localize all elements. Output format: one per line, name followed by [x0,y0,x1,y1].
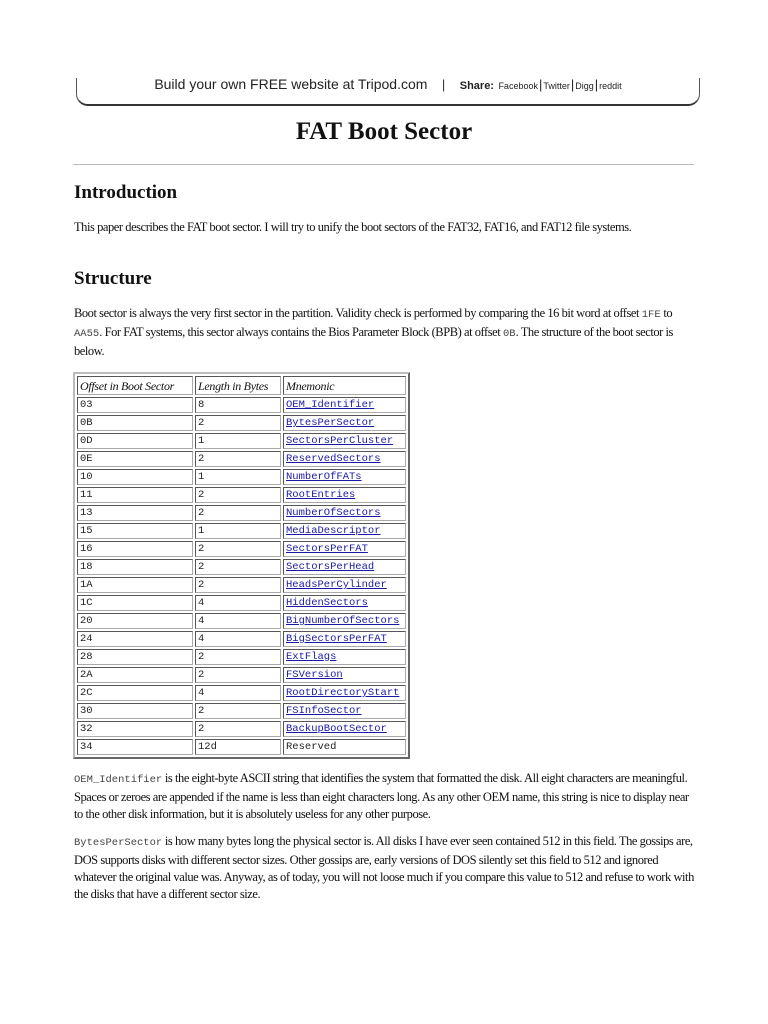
tripod-banner [76,78,700,106]
bytes-per-sector-paragraph [74,833,694,903]
table-row [77,649,406,665]
offset-cell: 16 [77,541,193,557]
table-row [77,685,406,701]
oem-identifier-description: is the eight-byte ASCII string that identifies the system that formatted the disk. All eight characters are meaningful. Spaces or zeroes are appended if the name is less than eight characters long. As any other OEM name, this string is nice to display near to the other disk information, but it is absolutely useless for any other purpose. [74,771,689,821]
table-row [77,667,406,683]
offset-cell: 20 [77,613,193,629]
table-row [77,469,406,485]
table-row [77,721,406,737]
oem-identifier-paragraph [74,770,694,823]
mnemonic-link[interactable]: OEM_Identifier [286,399,375,411]
title-divider [73,164,694,165]
mnemonic-link[interactable]: RootEntries [286,489,356,501]
structure-text [74,305,694,360]
structure-text-part: to [660,306,673,320]
length-cell: 4 [195,595,281,611]
mnemonic-cell [283,613,406,629]
table-row [77,739,406,755]
boot-sector-structure-table [73,372,410,759]
share-twitter-link[interactable]: Twitter [543,81,570,91]
table-row [77,703,406,719]
length-cell: 2 [195,703,281,719]
share-label: Share: [459,80,494,92]
mnemonic-link[interactable]: MediaDescriptor [286,525,381,537]
code-offset-1fe: 1FE [641,309,661,321]
code-offset-0b: 0B [502,328,516,340]
mnemonic-link[interactable]: ExtFlags [286,651,337,663]
offset-cell: 24 [77,631,193,647]
header-mnemonic: Mnemonic [283,376,406,395]
offset-cell: 0E [77,451,193,467]
length-cell: 2 [195,487,281,503]
mnemonic-cell [283,523,406,539]
offset-cell: 13 [77,505,193,521]
length-cell: 8 [195,397,281,413]
mnemonic-link[interactable]: HiddenSectors [286,597,368,609]
offset-cell: 11 [77,487,193,503]
mnemonic-cell [283,415,406,431]
mnemonic-link[interactable]: FSInfoSector [286,705,362,717]
table-row [77,559,406,575]
mnemonic-cell [283,703,406,719]
share-divider: | [594,77,599,92]
length-cell: 4 [195,685,281,701]
mnemonic-cell [283,631,406,647]
share-facebook-link[interactable]: Facebook [498,81,538,91]
offset-cell: 32 [77,721,193,737]
share-reddit-link[interactable]: reddit [599,81,622,91]
length-cell: 2 [195,415,281,431]
mnemonic-link[interactable]: BytesPerSector [286,417,375,429]
length-cell: 2 [195,505,281,521]
mnemonic-cell [283,505,406,521]
length-cell: 1 [195,523,281,539]
length-cell: 2 [195,649,281,665]
offset-cell: 28 [77,649,193,665]
mnemonic-link[interactable]: RootDirectoryStart [286,687,400,699]
mnemonic-cell [283,595,406,611]
code-oem-identifier: OEM_Identifier [74,774,163,786]
mnemonic-cell [283,721,406,737]
table-row [77,613,406,629]
offset-cell: 30 [77,703,193,719]
code-aa55: AA55 [74,328,100,340]
mnemonic-link[interactable]: SectorsPerCluster [286,435,394,447]
introduction-text: This paper describes the FAT boot sector. I will try to unify the boot sectors of the FAT32, FAT16, and FAT12 file systems. [74,220,632,234]
mnemonic-link[interactable]: BigNumberOfSectors [286,615,400,627]
page-title: FAT Boot Sector [295,118,473,145]
mnemonic-cell [283,559,406,575]
offset-cell: 18 [77,559,193,575]
mnemonic-link[interactable]: BigSectorsPerFAT [286,633,387,645]
banner-separator: | [441,77,446,92]
length-cell: 2 [195,667,281,683]
offset-cell: 34 [77,739,193,755]
mnemonic-link[interactable]: SectorsPerHead [286,561,375,573]
length-cell: 4 [195,613,281,629]
mnemonic-link[interactable]: HeadsPerCylinder [286,579,387,591]
mnemonic-link[interactable]: SectorsPerFAT [286,543,368,555]
table-row [77,631,406,647]
table-body [77,397,406,755]
offset-cell: 0D [77,433,193,449]
offset-cell: 2C [77,685,193,701]
offset-cell: 03 [77,397,193,413]
length-cell: 2 [195,577,281,593]
table-row [77,487,406,503]
mnemonic-cell [283,541,406,557]
mnemonic-cell [283,577,406,593]
structure-text-part: Boot sector is always the very first sector in the partition. Validity check is performed by comparing the 16 bit word at offset [74,306,642,320]
length-cell: 1 [195,433,281,449]
mnemonic-cell [283,433,406,449]
mnemonic-link[interactable]: ReservedSectors [286,453,381,465]
mnemonic-cell [283,397,406,413]
share-divider: | [538,77,543,92]
length-cell: 2 [195,721,281,737]
structure-text-part: . For FAT systems, this sector always contains the Bios Parameter Block (BPB) at offset [99,325,503,339]
mnemonic-cell [283,487,406,503]
offset-cell: 10 [77,469,193,485]
table-row [77,523,406,539]
table-row [77,595,406,611]
mnemonic-cell [283,667,406,683]
table-row [77,505,406,521]
table-row [77,577,406,593]
share-digg-link[interactable]: Digg [575,81,594,91]
offset-cell: 0B [77,415,193,431]
header-length: Length in Bytes [195,376,281,395]
table-row [77,397,406,413]
table-row [77,433,406,449]
offset-cell: 1C [77,595,193,611]
mnemonic-link[interactable]: BackupBootSector [286,723,387,735]
bytes-per-sector-description: is how many bytes long the physical sector is. All disks I have ever seen contained 512 in this field. The gossips are, DOS supports disks with different sector sizes. Other gossips are, early versions of DOS silently set this field to 512 and ignored whatever the original value was. Anyway, as of today, you will not loose much if you compare this value to 512 and refuse to work with the disks that have a different sector size. [74,834,694,901]
structure-heading: Structure [74,268,152,289]
mnemonic-link[interactable]: NumberOfSectors [286,507,381,519]
table-row [77,451,406,467]
table-row [77,415,406,431]
offset-cell: 15 [77,523,193,539]
code-bytes-per-sector: BytesPerSector [74,837,163,849]
header-offset: Offset in Boot Sector [77,376,193,395]
build-website-link[interactable]: Build your own FREE website at Tripod.com [154,76,428,92]
mnemonic-cell [283,451,406,467]
length-cell: 2 [195,451,281,467]
mnemonic-cell: Reserved [283,739,406,755]
structure-text-part: . The structure of the boot sector is below. [74,325,673,358]
length-cell: 2 [195,559,281,575]
offset-cell: 2A [77,667,193,683]
introduction-heading: Introduction [74,182,178,203]
mnemonic-cell [283,469,406,485]
length-cell: 1 [195,469,281,485]
mnemonic-link[interactable]: NumberOfFATs [286,471,362,483]
offset-cell: 1A [77,577,193,593]
mnemonic-cell [283,649,406,665]
length-cell: 12d [195,739,281,755]
length-cell: 2 [195,541,281,557]
mnemonic-link[interactable]: FSVersion [286,669,343,681]
share-divider: | [570,77,575,92]
table-row [77,541,406,557]
length-cell: 4 [195,631,281,647]
table-header-row [77,376,406,395]
mnemonic-cell [283,685,406,701]
